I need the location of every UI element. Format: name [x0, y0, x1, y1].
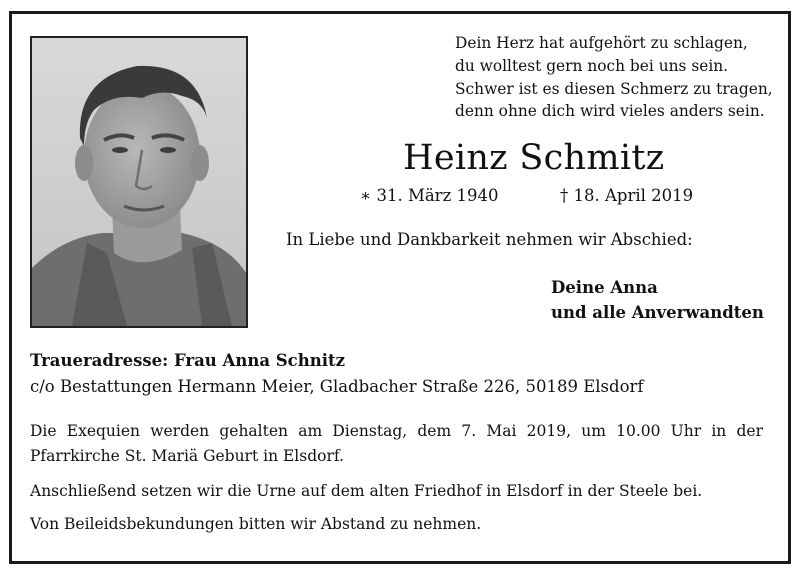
urn-paragraph: Anschließend setzen wir die Urne auf dem alten Friedhof in Elsdorf in der Steele bei. [30, 482, 703, 500]
birth-date: ∗ 31. März 1940 [360, 186, 499, 205]
mourning-address-line: c/o Bestattungen Hermann Meier, Gladbacher Straße 226, 50189 Elsdorf [30, 377, 644, 396]
family-signature [551, 275, 764, 325]
exequien-line-1: Die Exequien werden gehalten am Dienstag, dem 7. Mai 2019, um 10.00 Uhr in der [30, 422, 763, 440]
family-line: und alle Anverwandten [551, 303, 764, 322]
exequien-paragraph [30, 419, 763, 469]
poem-verse [455, 32, 775, 123]
poem-line: Dein Herz hat aufgehört zu schlagen, [455, 34, 748, 52]
mourning-address-title: Traueradresse: Frau Anna Schnitz [30, 351, 345, 370]
family-line: Deine Anna [551, 278, 658, 297]
poem-line: denn ohne dich wird vieles anders sein. [455, 102, 765, 121]
deceased-name: Heinz Schmitz [403, 138, 665, 178]
farewell-text: In Liebe und Dankbarkeit nehmen wir Abschied: [286, 230, 693, 249]
poem-line: Schwer ist es diesen Schmerz zu tragen, [455, 79, 773, 98]
exequien-line-2: Pfarrkirche St. Mariä Geburt in Elsdorf. [30, 447, 344, 465]
condolence-paragraph: Von Beileidsbekundungen bitten wir Abstand zu nehmen. [30, 515, 482, 533]
poem-line: du wolltest gern noch bei uns sein. [455, 56, 729, 75]
death-date: † 18. April 2019 [560, 186, 694, 205]
portrait-photo [30, 36, 248, 328]
